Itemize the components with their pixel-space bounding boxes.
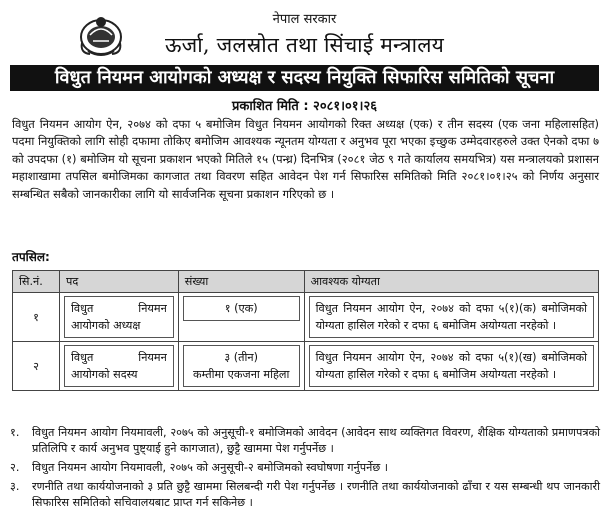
government-title: नेपाल सरकार <box>272 12 337 27</box>
header-qualification: आवश्यक योग्यता <box>304 271 598 293</box>
row-post-cell <box>59 342 178 391</box>
list-item <box>10 479 600 511</box>
notes-list <box>10 425 600 514</box>
list-item <box>10 425 600 457</box>
note-text: रणनीति तथा कार्ययोजनाको ३ प्रति छुट्टै खाममा सिलबन्दी गरी पेश गर्नुपर्नेछ । रणनीति तथा कार्ययोजनाको ढाँचा र यस सम्बन्धी थप जानकारी सिफारिस समितिको सचिवालयबाट प्राप्त गर्न सकिनेछ । <box>32 480 600 509</box>
ministry-title: ऊर्जा, जलस्रोत तथा सिंचाई मन्त्रालय <box>164 33 445 57</box>
row-qualification: विधुत नियमन आयोग ऐन, २०७४ को दफा ५(१)(क) बमोजिमको योग्यता हासिल गरेको र दफा ६ बमोजिम अयोग्यता नरहेको । <box>309 296 594 338</box>
note-number: २. <box>10 461 20 474</box>
row-post: विधुत नियमन आयोगको अध्यक्ष <box>64 296 174 338</box>
details-label: तपसिल: <box>12 250 50 264</box>
notice-banner: विधुत नियमन आयोगको अध्यक्ष र सदस्य नियुक्ति सिफारिस समितिको सूचना <box>10 65 599 91</box>
row-sn: २ <box>13 342 60 391</box>
vacancy-table <box>12 270 599 391</box>
table-header-row <box>13 271 599 293</box>
row-qualification: विधुत नियमन आयोग ऐन, २०७४ को दफा ५(१)(ख) बमोजिमको योग्यता हासिल गरेको र दफा ६ बमोजिम अयोग्यता नरहेको । <box>309 345 594 387</box>
published-date: प्रकाशित मिति : २०८१।०१।२६ <box>232 99 377 114</box>
table-row <box>13 293 599 342</box>
header-post: पद <box>59 271 178 293</box>
row-sn: १ <box>13 293 60 342</box>
row-qualification-cell <box>304 293 598 342</box>
note-number: ३. <box>10 480 20 493</box>
header-count: संख्या <box>178 271 304 293</box>
row-count-cell <box>178 293 304 342</box>
row-count-cell <box>178 342 304 391</box>
row-post-cell <box>59 293 178 342</box>
row-count-box <box>183 296 300 321</box>
row-count-note: कम्तीमा एकजना महिला <box>192 368 290 381</box>
list-item <box>10 460 600 476</box>
row-count-box <box>183 345 300 387</box>
table-row <box>13 342 599 391</box>
note-text: विधुत नियमन आयोग नियमावली, २०७५ को अनुसूची-२ बमोजिमको स्वघोषणा गर्नुपर्नेछ । <box>32 461 388 474</box>
intro-paragraph: विधुत नियमन आयोग ऐन, २०७४ को दफा ५ बमोजिम विधुत नियमन आयोगको रिक्त अध्यक्ष (एक) र तीन सदस्य (एक जना महिलासहित) पदमा नियुक्तिको लागि सोही दफामा तोकिए बमोजिम आवश्यक न्यूनतम योग्यता र अनुभव पूरा भएका इच्छुक उम्मेदवारहरुले उक्त ऐनको दफा ७ को उपदफा (१) बमोजिम यो सूचना प्रकाशन भएको मितिले १५ (पन्ध्र) दिनभित्र (२०८१ जेठ ९ गते कार्यालय समयभित्र) यस मन्त्रालयको प्रशासन महाशाखामा तपसिल बमोजिमका कागजात तथा विवरण सहित आवेदन पेश गर्न सिफारिस समितिको मिति २०८१।०१।२५ को निर्णय अनुसार सम्बन्धित सबैको जानकारीका लागि यो सार्वजनिक सूचना प्रकाशन गरिएको छ । <box>12 117 599 201</box>
note-number: १. <box>10 426 20 439</box>
row-post: विधुत नियमन आयोगको सदस्य <box>64 345 174 387</box>
row-qualification-cell <box>304 342 598 391</box>
row-count: १ (एक) <box>224 302 258 315</box>
note-text: विधुत नियमन आयोग नियमावली, २०७५ को अनुसूची-१ बमोजिमको आवेदन (आवेदन साथ व्यक्तिगत विवरण, शैक्षिक योग्यताको प्रमाणपत्रको प्रतिलिपि र कार्य अनुभव पुष्ट्याई हुने कागजात), छुट्टै खाममा पेश गर्नुपर्नेछ । <box>32 426 600 455</box>
row-count: ३ (तीन) <box>224 351 258 364</box>
header-sn: सि.नं. <box>13 271 60 293</box>
